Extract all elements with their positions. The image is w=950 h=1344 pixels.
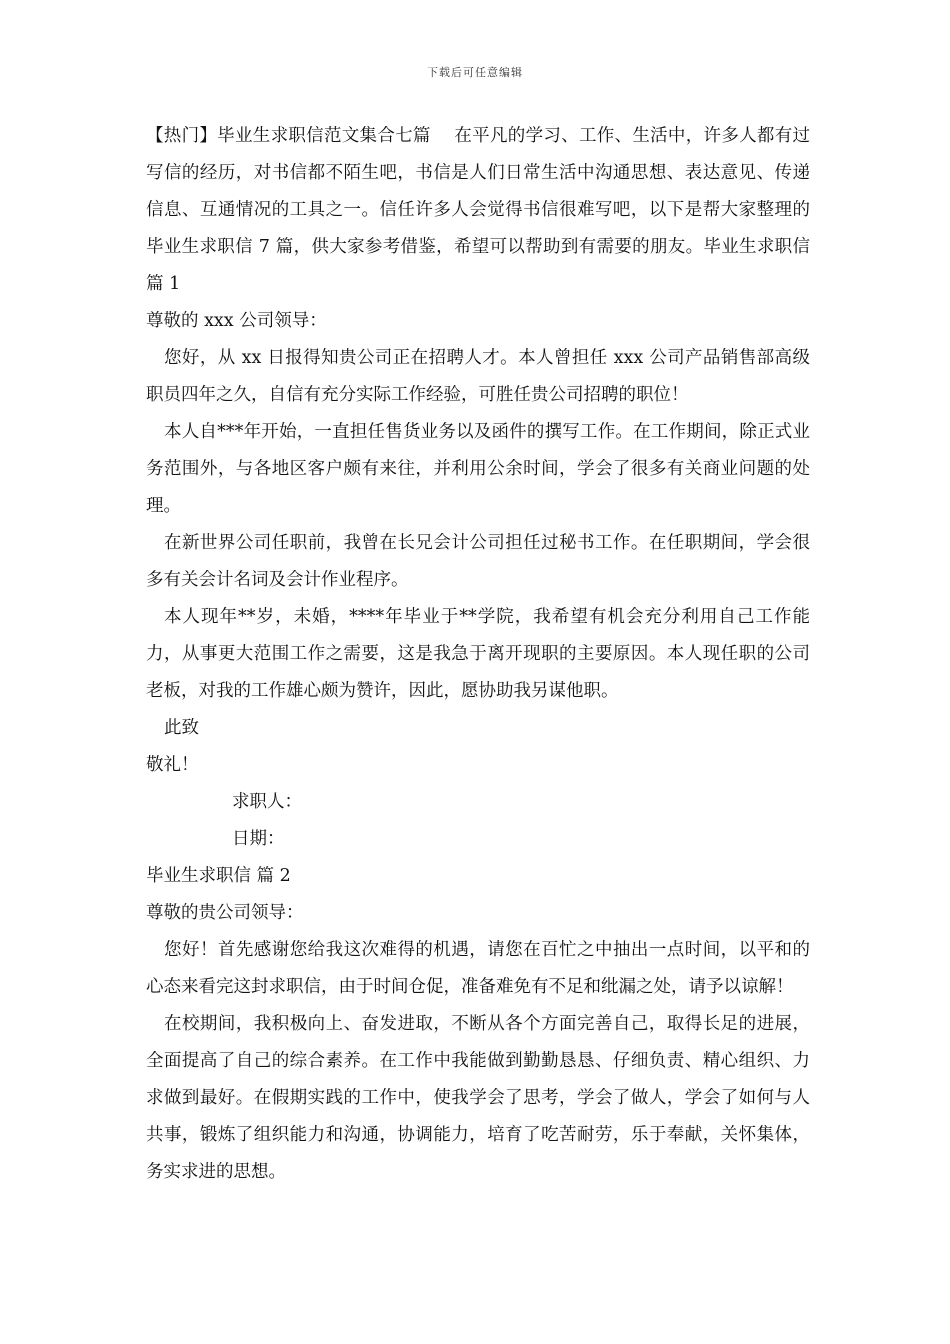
document-body bbox=[146, 118, 810, 1191]
body-paragraph: 在新世界公司任职前，我曾在长兄会计公司担任过秘书工作。在任职期间，学会很多有关会计名词及会计作业程序。 bbox=[146, 533, 810, 590]
salutation-1: 尊敬的 xxx 公司领导： bbox=[146, 311, 327, 331]
section-title-2: 毕业生求职信 篇 2 bbox=[146, 866, 291, 886]
signature-date: 日期： bbox=[232, 829, 285, 849]
body-paragraph: 本人现年**岁，未婚，****年毕业于**学院，我希望有机会充分利用自己工作能力，从事更大范围工作之需要，这是我急于离开现职的主要原因。本人现任职的公司老板，对我的工作雄心颇为赞许，因此，愿协助我另谋他职。 bbox=[146, 607, 810, 701]
signature-applicant: 求职人： bbox=[232, 792, 302, 812]
salutation-2: 尊敬的贵公司领导： bbox=[146, 903, 304, 923]
body-paragraph: 您好！首先感谢您给我这次难得的机遇，请您在百忙之中抽出一点时间，以平和的心态来看完这封求职信，由于时间仓促，准备难免有不足和纰漏之处，请予以谅解！ bbox=[146, 940, 810, 997]
body-paragraph: 本人自***年开始，一直担任售货业务以及函件的撰写工作。在工作期间，除正式业务范围外，与各地区客户颇有来往，并利用公余时间，学会了很多有关商业问题的处理。 bbox=[146, 422, 810, 516]
body-paragraph: 在校期间，我积极向上、奋发进取，不断从各个方面完善自己，取得长足的进展，全面提高了自己的综合素养。在工作中我能做到勤勤恳恳、仔细负责、精心组织、力求做到最好。在假期实践的工作中，使我学会了思考，学会了做人，学会了如何与人共事，锻炼了组织能力和沟通，协调能力，培育了吃苦耐劳，乐于奉献，关怀集体，务实求进的思想。 bbox=[146, 1014, 810, 1182]
closing-phrase: 此致 bbox=[164, 718, 199, 738]
closing-salute: 敬礼！ bbox=[146, 755, 199, 775]
intro-paragraph: 【热门】毕业生求职信范文集合七篇 在平凡的学习、工作、生活中，许多人都有过写信的经历，对书信都不陌生吧，书信是人们日常生活中沟通思想、表达意见、传递信息、互通情况的工具之一。信任许多人会觉得书信很难写吧，以下是帮大家整理的毕业生求职信 7 篇，供大家参考借鉴，希望可以帮助到有需要的朋友。毕业生求职信 篇 1 bbox=[146, 126, 810, 294]
header-note: 下载后可任意编辑 bbox=[427, 66, 523, 79]
body-paragraph: 您好，从 xx 日报得知贵公司正在招聘人才。本人曾担任 xxx 公司产品销售部高级职员四年之久，自信有充分实际工作经验，可胜任贵公司招聘的职位！ bbox=[146, 348, 810, 405]
